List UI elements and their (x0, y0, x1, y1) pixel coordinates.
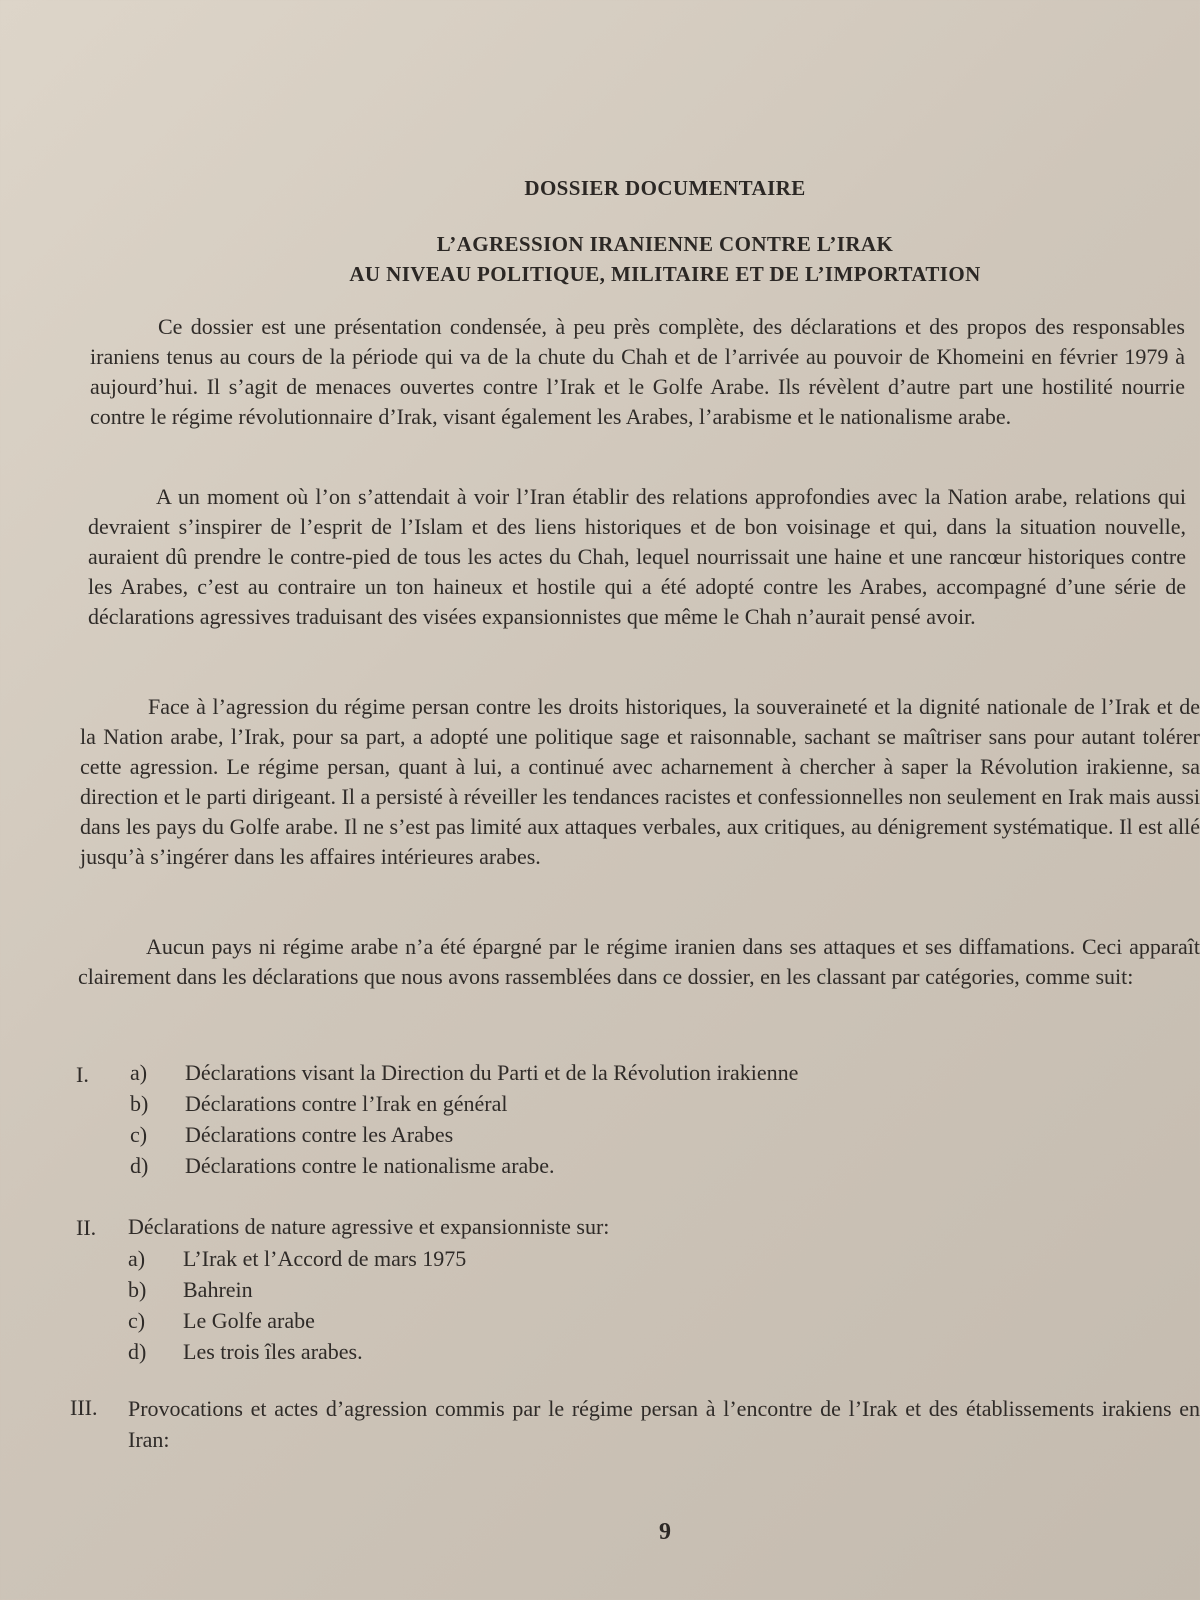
list-item-letter: b) (128, 1277, 147, 1302)
paragraph-categories: Aucun pays ni régime arabe n’a été épargné par le régime iranien dans ses attaques et ses diffamations. Ceci apparaît clairement dans les déclarations que nous avons rassemblées dans ce dossier, en les classant par catégories, comme suit: (78, 934, 1200, 989)
section-2-heading: Déclarations de nature agressive et expansionniste sur: (128, 1214, 610, 1239)
list-item-text: Le Golfe arabe (183, 1308, 315, 1333)
list-item-text: Déclarations visant la Direction du Parti et de la Révolution irakienne (185, 1060, 799, 1085)
list-item-letter: c) (130, 1122, 148, 1147)
paragraph-expectations: A un moment où l’on s’attendait à voir l’Iran établir des relations approfondies avec la Nation arabe, relations qui devraient s’inspirer de l’esprit de l’Islam et des liens historiques et de bon voisinage et qui, dans la situation nouvelle, auraient dû prendre le contre-pied de tous les actes du Chah, lequel nourrissait une haine et une rancœur historiques contre les Arabes, c’est au contraire un ton haineux et hostile qui a été adopté contre les Arabes, accompagné d’une série de déclarations agressives traduisant des visées expansionnistes que même le Chah n’aurait pensé avoir. (88, 484, 1186, 629)
list-item-text: L’Irak et l’Accord de mars 1975 (183, 1246, 467, 1271)
page-number: 9 (659, 1519, 671, 1545)
list-item (130, 1120, 453, 1150)
list-item (130, 1151, 555, 1181)
list-item-letter: a) (130, 1060, 148, 1085)
list-item-letter: d) (128, 1339, 147, 1364)
section-numeral-2: II. (76, 1215, 97, 1240)
list-item-text: Déclarations contre le nationalisme arabe. (185, 1153, 555, 1178)
list-item-letter: c) (128, 1308, 146, 1333)
paragraph-aggression: Face à l’agression du régime persan contre les droits historiques, la souveraineté et la dignité nationale de l’Irak et de la Nation arabe, l’Irak, pour sa part, a adopté une politique sage et raisonnable, sachant se maîtriser sans pour autant tolérer cette agression. Le régime persan, quant à lui, a continué avec acharnement à chercher à saper la Révolution irakienne, sa direction et le parti dirigeant. Il a persisté à réveiller les tendances racistes et confessionnelles non seulement en Irak mais aussi dans les pays du Golfe arabe. Il ne s’est pas limité aux attaques verbales, aux critiques, au dénigrement systématique. Il est allé jusqu’à s’ingérer dans les affaires intérieures arabes. (80, 694, 1200, 869)
list-item-letter: b) (130, 1091, 149, 1116)
list-item (130, 1089, 508, 1119)
section-numeral-3: III. (70, 1395, 98, 1420)
list-item (128, 1306, 315, 1336)
list-item-letter: d) (130, 1153, 149, 1178)
list-item-letter: a) (128, 1246, 146, 1271)
list-item-text: Bahrein (183, 1277, 253, 1302)
list-item-text: Déclarations contre l’Irak en général (185, 1091, 508, 1116)
section-numeral-1: I. (76, 1062, 89, 1087)
section-3-text: Provocations et actes d’agression commis par le régime persan à l’encontre de l’Irak et des établissements irakiens en Iran: (128, 1396, 1200, 1452)
dossier-title: DOSSIER DOCUMENTAIRE (524, 176, 806, 200)
list-item-text: Déclarations contre les Arabes (185, 1122, 454, 1147)
list-item-text: Les trois îles arabes. (183, 1339, 363, 1364)
list-item (128, 1275, 253, 1305)
document-title-line-2: AU NIVEAU POLITIQUE, MILITAIRE ET DE L’IMPORTATION (349, 262, 981, 286)
list-item (128, 1337, 363, 1367)
paragraph-intro: Ce dossier est une présentation condensée, à peu près complète, des déclarations et des propos des responsables iraniens tenus au cours de la période qui va de la chute du Chah et de l’arrivée au pouvoir de Khomeini en février 1979 à aujourd’hui. Il s’agit de menaces ouvertes contre l’Irak et le Golfe Arabe. Ils révèlent d’autre part une hostilité nourrie contre le régime révolutionnaire d’Irak, visant également les Arabes, l’arabisme et le nationalisme arabe. (90, 314, 1185, 429)
list-item (130, 1058, 798, 1088)
list-item (128, 1244, 466, 1274)
document-title-line-1: L’AGRESSION IRANIENNE CONTRE L’IRAK (436, 232, 894, 256)
